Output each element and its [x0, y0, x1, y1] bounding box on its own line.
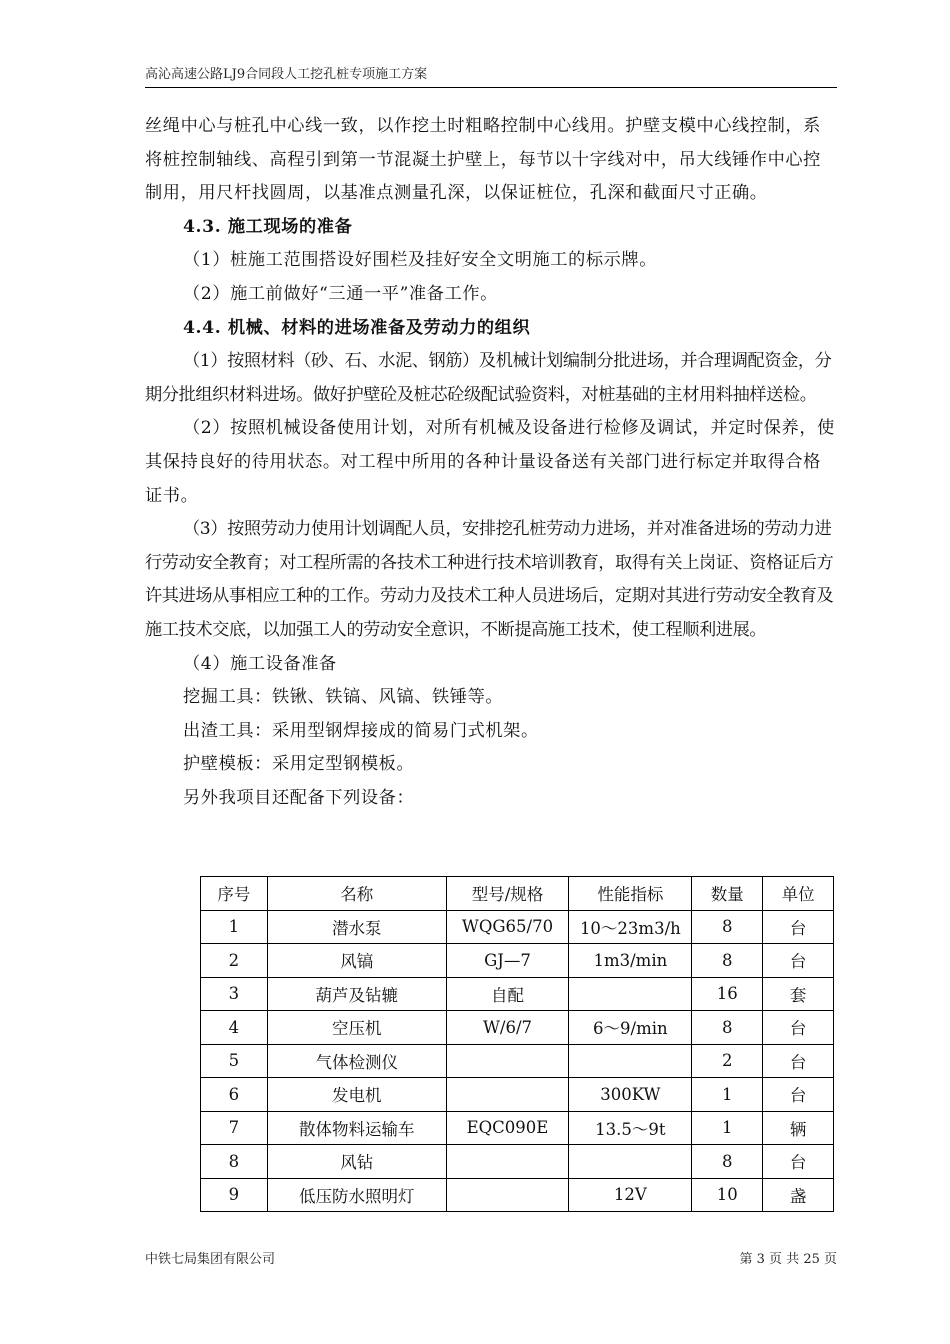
- table-cell: 风镐: [267, 944, 446, 978]
- paragraph: （4）施工设备准备: [183, 653, 337, 674]
- header-cell: 名称: [267, 877, 446, 911]
- table-cell: 8: [201, 1145, 268, 1179]
- table-cell: 发电机: [267, 1078, 446, 1112]
- footer-company: 中铁七局集团有限公司: [145, 1252, 276, 1267]
- paragraph: 护壁模板：采用定型钢模板。: [183, 754, 415, 775]
- table-cell: 1: [201, 910, 268, 944]
- table-row: [201, 1078, 834, 1112]
- table-cell: 台: [763, 1145, 834, 1179]
- paragraph: 另外我项目还配备下列设备：: [183, 787, 415, 808]
- table-cell: [446, 1078, 569, 1112]
- table-cell: [446, 1145, 569, 1179]
- paragraph: 挖掘工具：铁锹、铁镐、风镐、铁锤等。: [183, 687, 504, 708]
- table-cell: [569, 1145, 692, 1179]
- table-cell: EQC090E: [446, 1111, 569, 1145]
- table-cell: [569, 977, 692, 1011]
- table-cell: 1: [692, 1111, 763, 1145]
- footer-page-number: 第 3 页 共 25 页: [739, 1252, 837, 1267]
- header-cell: 数量: [692, 877, 763, 911]
- table-cell: 6～9/min: [569, 1011, 692, 1045]
- table-cell: 8: [692, 910, 763, 944]
- table-cell: GJ—7: [446, 944, 569, 978]
- table-cell: 1m3/min: [569, 944, 692, 978]
- table-cell: 低压防水照明灯: [267, 1178, 446, 1212]
- table-row: [201, 1044, 834, 1078]
- table-cell: 7: [201, 1111, 268, 1145]
- table-cell: 8: [692, 1145, 763, 1179]
- table-row: [201, 977, 834, 1011]
- table-row: [201, 1145, 834, 1179]
- paragraph: （2）施工前做好“三通一平”准备工作。: [183, 283, 498, 304]
- table-cell: 6: [201, 1078, 268, 1112]
- table-cell: 台: [763, 910, 834, 944]
- table-cell: 12V: [569, 1178, 692, 1212]
- header-cell: 单位: [763, 877, 834, 911]
- table-cell: 4: [201, 1011, 268, 1045]
- table-cell: 2: [692, 1044, 763, 1078]
- section-heading: 4.4. 机械、材料的进场准备及劳动力的组织: [183, 317, 531, 338]
- paragraph: 出渣工具：采用型钢焊接成的简易门式机架。: [183, 720, 539, 741]
- table-cell: 5: [201, 1044, 268, 1078]
- table-row: [201, 1111, 834, 1145]
- table-cell: W/6/7: [446, 1011, 569, 1045]
- section-heading: 4.3. 施工现场的准备: [183, 216, 353, 237]
- table-cell: [569, 1044, 692, 1078]
- header-rule: [145, 87, 837, 88]
- table-cell: 空压机: [267, 1011, 446, 1045]
- table-cell: 气体检测仪: [267, 1044, 446, 1078]
- table-cell: 8: [692, 1011, 763, 1045]
- table-cell: 潜水泵: [267, 910, 446, 944]
- table-cell: 台: [763, 1078, 834, 1112]
- table-cell: 1: [692, 1078, 763, 1112]
- table-cell: 风钻: [267, 1145, 446, 1179]
- paragraph: （1）按照材料（砂、石、水泥、钢筋）及机械计划编制分批进场，并合理调配资金，分期分批组织材料进场。做好护壁砼及桩芯砼级配试验资料，对桩基础的主材用料抽样送检。: [145, 351, 832, 405]
- table-cell: 盏: [763, 1178, 834, 1212]
- header-cell: 性能指标: [569, 877, 692, 911]
- table-cell: 葫芦及钻辘: [267, 977, 446, 1011]
- table-row: [201, 1178, 834, 1212]
- table-cell: 13.5～9t: [569, 1111, 692, 1145]
- table-cell: [446, 1044, 569, 1078]
- table-cell: 散体物料运输车: [267, 1111, 446, 1145]
- table-cell: 300KW: [569, 1078, 692, 1112]
- table-cell: 9: [201, 1178, 268, 1212]
- paragraph: （2）按照机械设备使用计划，对所有机械及设备进行检修及调试，并定时保养，使其保持良好的待用状态。对工程中所用的各种计量设备送有关部门进行标定并取得合格证书。: [145, 418, 835, 506]
- document-body: [145, 110, 835, 815]
- paragraph: 丝绳中心与桩孔中心线一致，以作挖土时粗略控制中心线用。护壁支模中心线控制，系将桩控制轴线、高程引到第一节混凝土护壁上，每节以十字线对中，吊大线锤作中心控制用，用尺杆找圆周，以基准点测量孔深，以保证桩位，孔深和截面尺寸正确。: [145, 116, 821, 204]
- table-row: [201, 910, 834, 944]
- header-cell: 型号/规格: [446, 877, 569, 911]
- table-row: [201, 944, 834, 978]
- table-header-row: [201, 877, 834, 911]
- table-cell: 台: [763, 944, 834, 978]
- table-cell: 套: [763, 977, 834, 1011]
- header-cell: 序号: [201, 877, 268, 911]
- table-cell: WQG65/70: [446, 910, 569, 944]
- table-cell: 2: [201, 944, 268, 978]
- equipment-table: [200, 876, 834, 1212]
- paragraph: （3）按照劳动力使用计划调配人员，安排挖孔桩劳动力进场，并对准备进场的劳动力进行劳动安全教育；对工程所需的各技术工种进行技术培训教育，取得有关上岗证、资格证后方许其进场从事相应工种的工作。劳动力及技术工种人员进场后，定期对其进行劳动安全教育及施工技术交底，以加强工人的劳动安全意识，不断提高施工技术，使工程顺利进展。: [145, 519, 834, 640]
- table-cell: 3: [201, 977, 268, 1011]
- table-cell: 10～23m3/h: [569, 910, 692, 944]
- table-cell: 16: [692, 977, 763, 1011]
- table-cell: 台: [763, 1011, 834, 1045]
- table-row: [201, 1011, 834, 1045]
- table-cell: 8: [692, 944, 763, 978]
- table-cell: 台: [763, 1044, 834, 1078]
- paragraph: （1）桩施工范围搭设好围栏及挂好安全文明施工的标示牌。: [183, 250, 658, 271]
- table-cell: 自配: [446, 977, 569, 1011]
- table-cell: 辆: [763, 1111, 834, 1145]
- table-cell: 10: [692, 1178, 763, 1212]
- table-cell: [446, 1178, 569, 1212]
- page-header: 高沁高速公路LJ9合同段人工挖孔桩专项施工方案: [145, 67, 428, 82]
